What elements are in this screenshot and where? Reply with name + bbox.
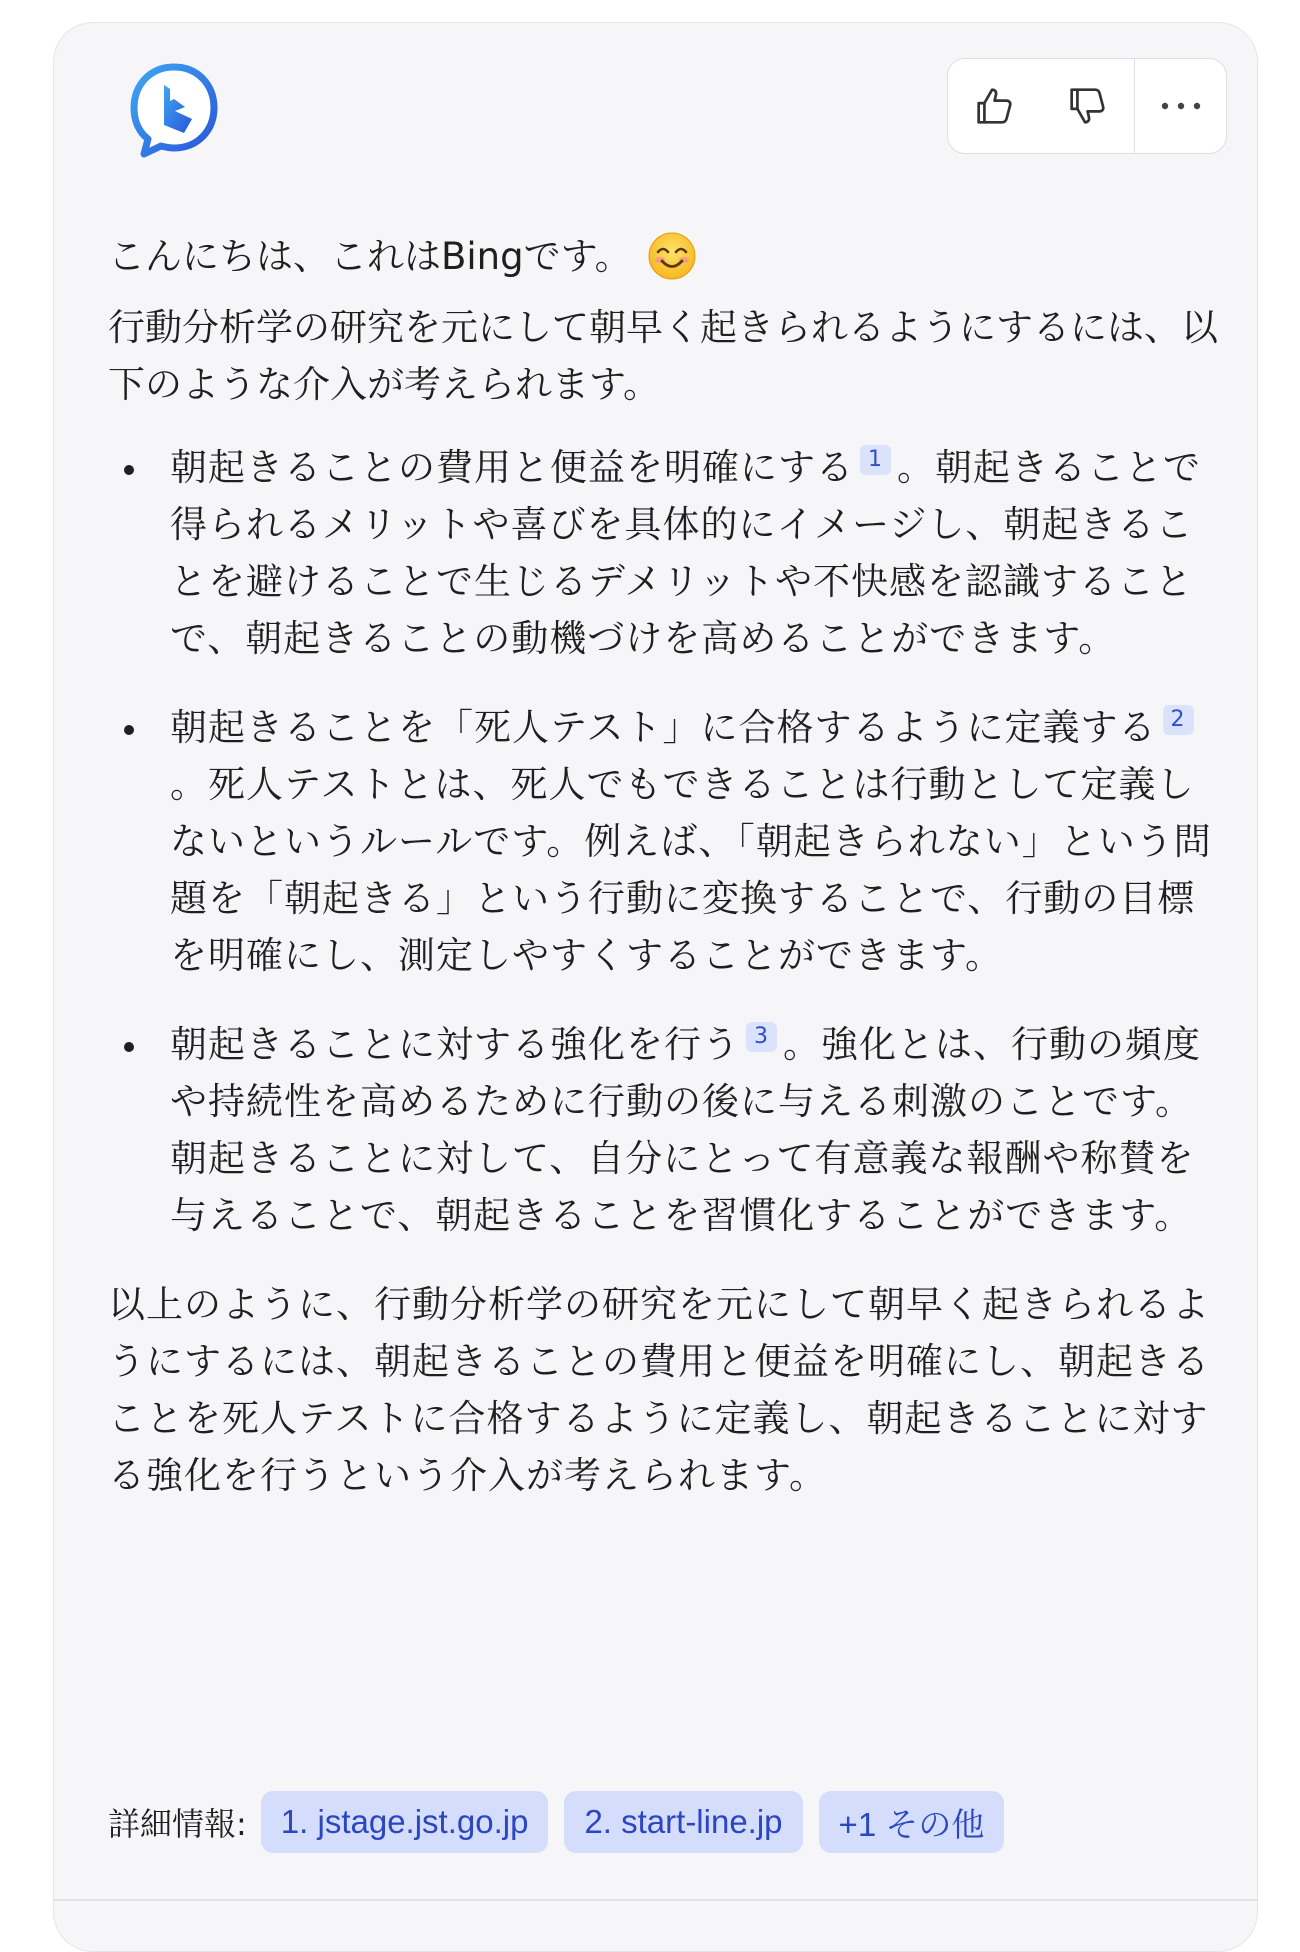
like-button[interactable] <box>948 59 1040 153</box>
card-divider <box>54 1899 1257 1901</box>
message-body <box>108 223 1228 1504</box>
thumbs-down-icon <box>1064 83 1110 129</box>
more-info-label: 詳細情報: <box>108 1805 247 1843</box>
citation-2[interactable]: 2 <box>1163 705 1194 735</box>
source-link-1[interactable]: 1. jstage.jst.go.jp <box>261 1791 549 1853</box>
source-link-2[interactable]: 2. start-line.jp <box>564 1791 802 1853</box>
dislike-button[interactable] <box>1040 59 1134 153</box>
summary-paragraph: 以上のように、行動分析学の研究を元にして朝早く起きられるようにするには、朝起きることの費用と便益を明確にし、朝起きることを死人テストに合格するように定義し、朝起きることに対する強化を行うという介入が考えられます。 <box>108 1283 1210 1497</box>
list-item <box>108 1016 1228 1244</box>
thumbs-up-icon <box>971 83 1017 129</box>
list-item <box>108 699 1228 984</box>
intervention-list <box>108 439 1228 1244</box>
citation-1[interactable]: 1 <box>860 445 891 475</box>
smiling-face-icon <box>646 230 698 282</box>
list-item <box>108 439 1228 667</box>
bing-logo-icon <box>118 53 230 165</box>
citation-3[interactable]: 3 <box>746 1022 777 1052</box>
intro-paragraph: 行動分析学の研究を元にして朝早く起きられるようにするには、以下のような介入が考えられます。 <box>108 306 1218 406</box>
bullet-text: 。朝起きることで得られるメリットや喜びを具体的にイメージし、朝起きることを避けることで生じるデメリットや不快感を認識することで、朝起きることの動機づけを高めることができます。 <box>170 446 1201 660</box>
more-sources-link[interactable]: +1 その他 <box>819 1791 1005 1853</box>
more-options-icon <box>1159 100 1203 112</box>
bullet-heading: 朝起きることの費用と便益を明確にする <box>170 446 854 489</box>
more-options-button[interactable] <box>1135 59 1226 153</box>
greeting-line <box>108 223 1228 289</box>
chat-message-card <box>53 22 1258 1952</box>
bullet-text: 。死人テストとは、死人でもできることは行動として定義しないというルールです。例えば、「朝起きられない」という問題を「朝起きる」という行動に変換することで、行動の目標を明確にし、測定しやすくすることができます。 <box>170 763 1212 977</box>
bullet-heading: 朝起きることに対する強化を行う <box>170 1023 740 1066</box>
greeting-text: こんにちは、これはBingです。 <box>108 234 632 278</box>
bullet-text: 。強化とは、行動の頻度や持続性を高めるために行動の後に与える刺激のことです。朝起きることに対して、自分にとって有意義な報酬や称賛を与えることで、朝起きることを習慣化することができます。 <box>170 1023 1201 1237</box>
bullet-heading: 朝起きることを「死人テスト」に合格するように定義する <box>170 706 1157 749</box>
more-info-bar <box>108 1791 1020 1853</box>
message-actions-toolbar <box>947 58 1227 154</box>
